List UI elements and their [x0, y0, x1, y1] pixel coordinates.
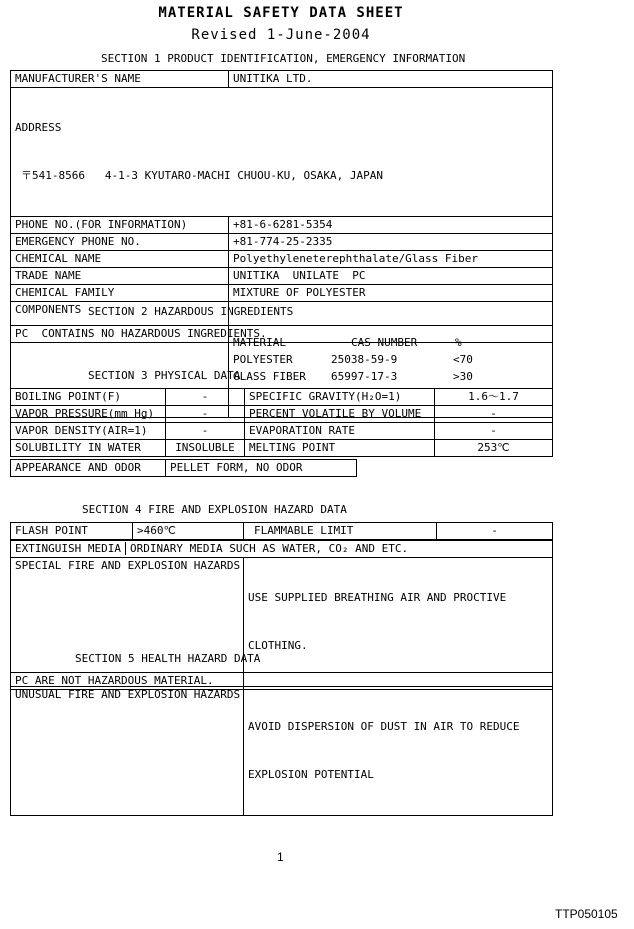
- section2-text: PC CONTAINS NO HAZARDOUS INGREDIENTS.: [11, 326, 553, 343]
- components-header-material: MATERIAL: [233, 336, 286, 349]
- section5-text: PC ARE NOT HAZARDOUS MATERIAL.: [11, 673, 553, 690]
- unusual-hazards-line2: EXPLOSION POTENTIAL: [248, 768, 374, 781]
- chemical-family-value: MIXTURE OF POLYESTER: [229, 285, 553, 302]
- percent-volatile-label: PERCENT VOLATILE BY VOLUME: [245, 406, 435, 423]
- appearance-label: APPEARANCE AND ODOR: [11, 460, 166, 477]
- revision-date: Revised 1-June-2004: [191, 27, 371, 43]
- table-row: [11, 687, 553, 816]
- specific-gravity-label: SPECIFIC GRAVITY(H₂O=1): [245, 389, 435, 406]
- flammable-limit-value: -: [437, 523, 553, 540]
- specific-gravity-value: 1.6～1.7: [435, 389, 553, 406]
- document-title: MATERIAL SAFETY DATA SHEET: [158, 5, 404, 21]
- section1-table: [10, 70, 553, 418]
- address-value: 〒541-8566 4-1-3 KYUTARO-MACHI CHUOU-KU, OSAKA, JAPAN: [21, 169, 383, 182]
- emergency-phone-value: +81-774-25-2335: [229, 234, 553, 251]
- table-row: [11, 541, 553, 558]
- special-hazards-label: SPECIAL FIRE AND EXPLOSION HAZARDS: [11, 558, 244, 687]
- solubility-label: SOLUBILITY IN WATER: [11, 440, 166, 457]
- table-row: [11, 251, 553, 268]
- boiling-point-label: BOILING POINT(F): [11, 389, 166, 406]
- section3-heading: SECTION 3 PHYSICAL DATA: [88, 369, 241, 382]
- phone-label: PHONE NO.(FOR INFORMATION): [11, 217, 229, 234]
- vapor-pressure-label: VAPOR PRESSURE(mm Hg): [11, 406, 166, 423]
- chemical-name-label: CHEMICAL NAME: [11, 251, 229, 268]
- section3-table: [10, 388, 553, 457]
- address-cell: [11, 88, 553, 217]
- chemical-name-value: Polyethyleneterephthalate/Glass Fiber: [229, 251, 553, 268]
- components-header-percent: %: [455, 336, 462, 349]
- solubility-value: INSOLUBLE: [166, 440, 245, 457]
- components-header-cas: CAS NUMBER: [351, 336, 418, 349]
- section2-heading: SECTION 2 HAZARDOUS INGREDIENTS: [88, 305, 294, 318]
- table-row: [11, 88, 553, 217]
- unusual-hazards-cell: [244, 687, 553, 816]
- extinguish-value: ORDINARY MEDIA SUCH AS WATER, CO₂ AND ETC.: [125, 542, 408, 555]
- flash-point-label: FLASH POINT: [11, 523, 133, 540]
- section5-heading: SECTION 5 HEALTH HAZARD DATA: [75, 652, 261, 665]
- appearance-table: [10, 459, 357, 477]
- melting-point-label: MELTING POINT: [245, 440, 435, 457]
- boiling-point-value: -: [166, 389, 245, 406]
- unusual-hazards-label: UNUSUAL FIRE AND EXPLOSION HAZARDS: [11, 687, 244, 816]
- component-cas: 25038-59-9: [331, 353, 398, 366]
- page-number: 1: [277, 850, 284, 864]
- section2-table: [10, 325, 553, 343]
- manufacturer-value: UNITIKA LTD.: [229, 71, 553, 88]
- vapor-density-value: -: [166, 423, 245, 440]
- table-row: [11, 326, 553, 343]
- special-hazards-line2: CLOTHING.: [248, 639, 308, 652]
- table-row: [11, 268, 553, 285]
- component-cas: 65997-17-3: [331, 370, 398, 383]
- table-row: [11, 558, 553, 687]
- list-item: [233, 351, 493, 368]
- vapor-density-label: VAPOR DENSITY(AIR=1): [11, 423, 166, 440]
- section1-heading: SECTION 1 PRODUCT IDENTIFICATION, EMERGENCY INFORMATION: [101, 52, 466, 65]
- special-hazards-cell: [244, 558, 553, 687]
- list-item: [233, 368, 493, 385]
- component-percent: <70: [453, 353, 473, 366]
- table-row: [11, 523, 553, 540]
- flash-point-value: >460℃: [133, 523, 244, 540]
- trade-name-value: UNITIKA UNILATE PC: [229, 268, 553, 285]
- percent-volatile-value: -: [435, 406, 553, 423]
- table-row: [11, 217, 553, 234]
- manufacturer-label: MANUFACTURER'S NAME: [11, 71, 229, 88]
- flammable-limit-label: FLAMMABLE LIMIT: [244, 523, 437, 540]
- trade-name-label: TRADE NAME: [11, 268, 229, 285]
- section5-table: [10, 672, 553, 690]
- component-material: POLYESTER: [233, 353, 293, 366]
- table-row: [11, 440, 553, 457]
- unusual-hazards-line1: AVOID DISPERSION OF DUST IN AIR TO REDUCE: [248, 720, 520, 733]
- extinguish-label: EXTINGUISH MEDIA: [15, 542, 121, 555]
- chemical-family-label: CHEMICAL FAMILY: [11, 285, 229, 302]
- table-row: [11, 460, 357, 477]
- emergency-phone-label: EMERGENCY PHONE NO.: [11, 234, 229, 251]
- evaporation-rate-label: EVAPORATION RATE: [245, 423, 435, 440]
- melting-point-value: 253℃: [435, 440, 553, 457]
- table-row: [11, 423, 553, 440]
- vapor-pressure-value: -: [166, 406, 245, 423]
- table-row: [11, 406, 553, 423]
- table-row: [11, 285, 553, 302]
- address-label: ADDRESS: [15, 121, 62, 134]
- document-code: TTP050105: [555, 907, 618, 921]
- component-material: GLASS FIBER: [233, 370, 306, 383]
- component-percent: >30: [453, 370, 473, 383]
- table-row: [11, 234, 553, 251]
- table-row: [11, 389, 553, 406]
- appearance-value: PELLET FORM, NO ODOR: [166, 460, 357, 477]
- table-row: [11, 71, 553, 88]
- table-row: [11, 673, 553, 690]
- section4-heading: SECTION 4 FIRE AND EXPLOSION HAZARD DATA: [82, 503, 347, 516]
- extinguish-cell: [11, 541, 553, 558]
- evaporation-rate-value: -: [435, 423, 553, 440]
- phone-value: +81-6-6281-5354: [229, 217, 553, 234]
- special-hazards-line1: USE SUPPLIED BREATHING AIR AND PROCTIVE: [248, 591, 507, 604]
- section4-flash-table: [10, 522, 553, 540]
- components-label: COMPONENTS: [11, 302, 229, 418]
